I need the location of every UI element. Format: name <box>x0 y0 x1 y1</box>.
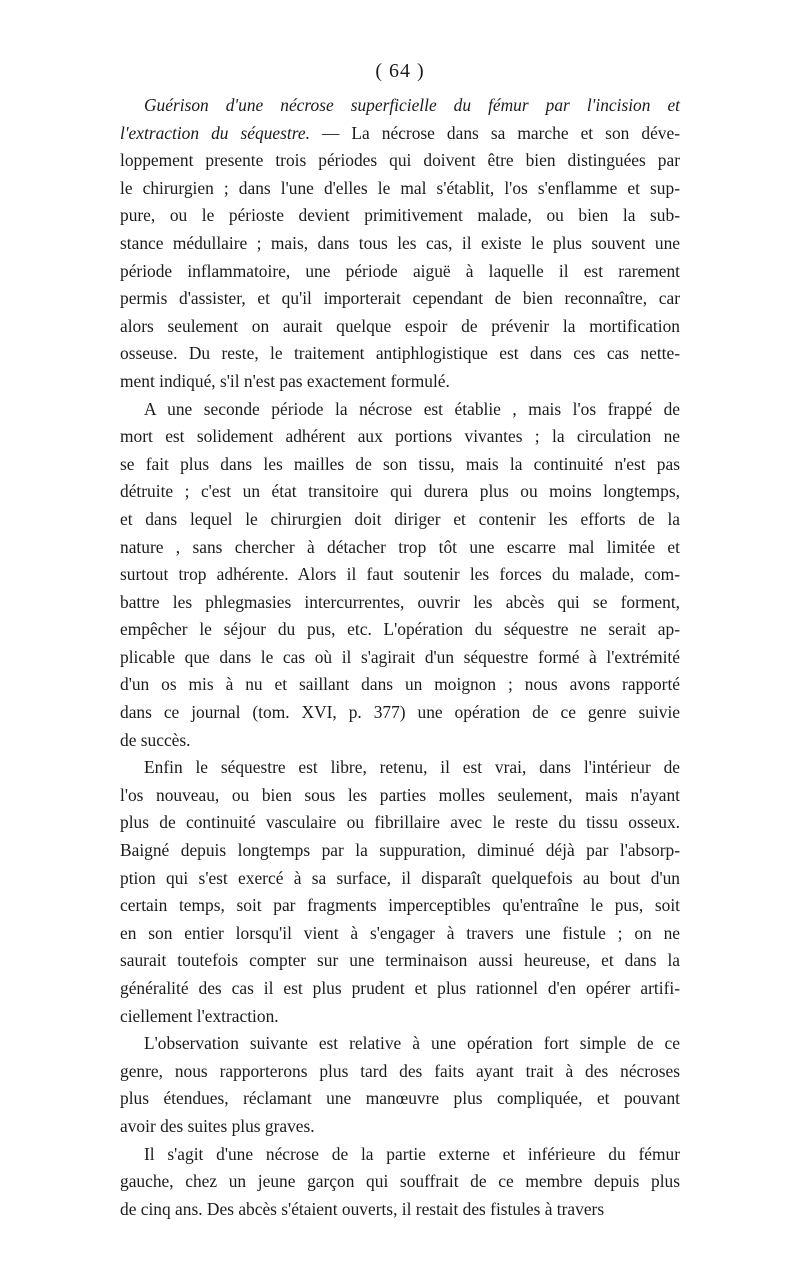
text-line <box>120 506 680 534</box>
line-text: Baigné depuis longtemps par la suppuration, diminué déjà par l'absorp- <box>120 840 680 861</box>
line-text: période inflammatoire, une période aiguë à laquelle il est rarement <box>120 260 680 281</box>
line-text: nature , sans chercher à détacher trop tôt une escarre mal limitée et <box>120 536 680 557</box>
text-line <box>120 1058 680 1086</box>
paragraph <box>120 1141 680 1224</box>
line-text: osseuse. Du reste, le traitement antiphlogistique est dans ces cas nette- <box>120 343 680 364</box>
text-line <box>120 175 680 203</box>
text-line <box>120 147 680 175</box>
paragraph <box>120 92 680 396</box>
text-line <box>120 534 680 562</box>
text-line <box>120 313 680 341</box>
line-text: L'observation suivante est relative à une opération fort simple de ce <box>144 1033 680 1054</box>
paragraph <box>120 1030 680 1140</box>
text-line <box>120 478 680 506</box>
line-text: généralité des cas il est plus prudent et plus rationnel d'en opérer artifi- <box>120 978 680 998</box>
text-line <box>120 782 680 810</box>
line-text: avoir des suites plus graves. <box>120 1115 315 1136</box>
text-line <box>120 947 680 975</box>
text-line <box>120 865 680 893</box>
body-text <box>120 92 680 1223</box>
heading-italic: Guérison d'une nécrose superficielle du fémur par l'incision et <box>144 95 680 115</box>
page-number: ( 64 ) <box>375 60 425 82</box>
text-line <box>120 1113 680 1141</box>
text-line <box>120 1003 680 1031</box>
text-line <box>120 1168 680 1196</box>
line-text: certain temps, soit par fragments imperceptibles qu'entraîne le pus, soit <box>120 895 680 916</box>
line-text: détruite ; c'est un état transitoire qui durera plus ou moins longtemps, <box>120 481 680 502</box>
text-line <box>120 230 680 258</box>
line-text: l'os nouveau, ou bien sous les parties molles seulement, mais n'ayant <box>120 784 680 805</box>
line-text: saurait toutefois compter sur une terminaison aussi heureuse, et dans la <box>120 950 680 971</box>
line-text: pure, ou le périoste devient primitivement malade, ou bien la sub- <box>120 205 680 226</box>
text-line <box>120 644 680 672</box>
text-line <box>120 589 680 617</box>
line-text: loppement presente trois périodes qui doivent être bien distinguées par <box>120 150 680 171</box>
line-text: surtout trop adhérente. Alors il faut soutenir les forces du malade, com- <box>120 564 680 585</box>
text-line <box>120 92 680 120</box>
text-line <box>120 561 680 589</box>
text-line <box>120 699 680 727</box>
text-line <box>120 423 680 451</box>
line-text: mort est solidement adhérent aux portions vivantes ; la circulation ne <box>120 426 680 447</box>
line-text: plus étendues, réclamant une manœuvre plus compliquée, et pouvant <box>120 1088 680 1109</box>
line-text: permis d'assister, et qu'il importerait cependant de bien reconnaître, car <box>120 288 680 309</box>
paragraph <box>120 396 680 755</box>
text-line <box>120 727 680 755</box>
text-line <box>120 616 680 644</box>
line-text: ption qui s'est exercé à sa surface, il disparaît quelquefois au bout d'un <box>120 867 680 888</box>
text-line <box>120 754 680 782</box>
line-text: empêcher le séjour du pus, etc. L'opération du séquestre ne serait ap- <box>120 619 680 640</box>
text-line <box>120 258 680 286</box>
line-text: genre, nous rapporterons plus tard des faits ayant trait à des nécroses <box>120 1060 680 1081</box>
line-text: gauche, chez un jeune garçon qui souffrait de ce membre depuis plus <box>120 1171 680 1192</box>
line-text: alors seulement on aurait quelque espoir de prévenir la mortification <box>120 315 680 336</box>
text-line <box>120 120 680 148</box>
text-line <box>120 368 680 396</box>
text-line <box>120 1030 680 1058</box>
text-line <box>120 920 680 948</box>
text-line <box>120 396 680 424</box>
line-text: A une seconde période la nécrose est établie , mais l'os frappé de <box>144 398 680 419</box>
paragraph <box>120 754 680 1030</box>
line-text: ment indiqué, s'il n'est pas exactement formulé. <box>120 370 450 391</box>
line-text: battre les phlegmasies intercurrentes, ouvrir les abcès qui se forment, <box>120 591 680 612</box>
text-line <box>120 1085 680 1113</box>
line-text: et dans lequel le chirurgien doit diriger et contenir les efforts de la <box>120 508 680 529</box>
text-line <box>120 451 680 479</box>
line-text: le chirurgien ; dans l'une d'elles le mal s'établit, l'os s'enflamme et sup- <box>120 177 680 198</box>
line-text: de succès. <box>120 729 191 750</box>
text-line <box>120 285 680 313</box>
line-text: dans ce journal (tom. XVI, p. 377) une opération de ce genre suivie <box>120 702 680 723</box>
text-line <box>120 809 680 837</box>
line-text: d'un os mis à nu et saillant dans un moignon ; nous avons rapporté <box>120 674 680 695</box>
line-text: en son entier lorsqu'il vient à s'engager à travers une fistule ; on ne <box>120 922 680 943</box>
text-line <box>120 1196 680 1224</box>
line-text: se fait plus dans les mailles de son tissu, mais la continuité n'est pas <box>120 453 680 474</box>
line-text: de cinq ans. Des abcès s'étaient ouverts, il restait des fistules à travers <box>120 1198 605 1219</box>
line-text: stance médullaire ; mais, dans tous les cas, il existe le plus souvent une <box>120 232 680 253</box>
line-text: plicable que dans le cas où il s'agirait d'un séquestre formé à l'extrémité <box>120 646 680 667</box>
line-text: Il s'agit d'une nécrose de la partie externe et inférieure du fémur <box>144 1143 680 1164</box>
text-line <box>120 1141 680 1169</box>
line-text: — La nécrose dans sa marche et son déve- <box>309 122 680 143</box>
text-line <box>120 202 680 230</box>
line-text: Enfin le séquestre est libre, retenu, il est vrai, dans l'intérieur de <box>144 757 680 778</box>
line-text: ciellement l'extraction. <box>120 1005 279 1026</box>
heading-italic: l'extraction du séquestre. <box>120 122 310 143</box>
text-line <box>120 975 680 1003</box>
text-line <box>120 340 680 368</box>
text-line <box>120 837 680 865</box>
text-line <box>120 892 680 920</box>
line-text: plus de continuité vasculaire ou fibrillaire avec le reste du tissu osseux. <box>120 812 680 833</box>
text-line <box>120 671 680 699</box>
